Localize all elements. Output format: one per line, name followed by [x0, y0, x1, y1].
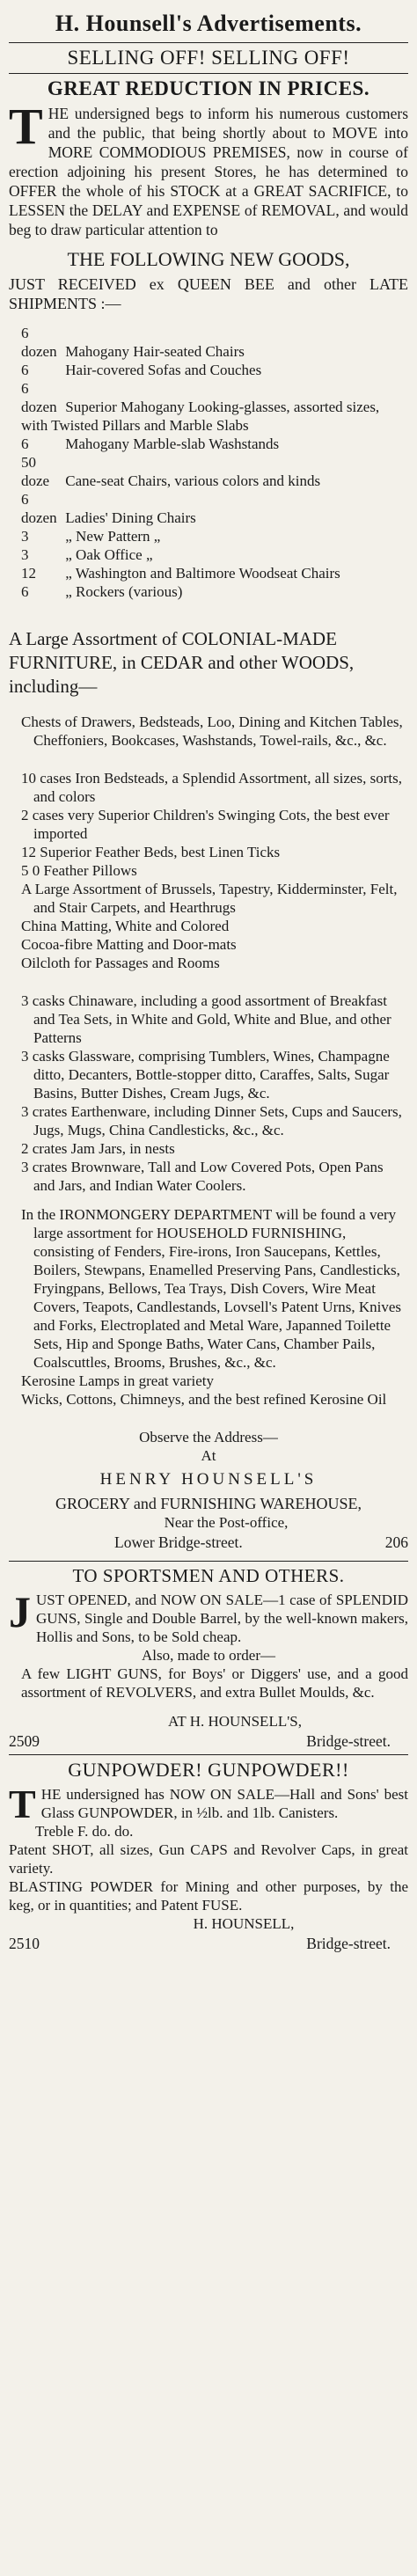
ad-intro: [9, 98, 408, 239]
drop-cap: J: [9, 1587, 31, 1636]
list-item: 3 „ Oak Office „: [21, 546, 153, 563]
goods-list: [9, 324, 408, 601]
also-line: Also, made to order—: [141, 1647, 276, 1664]
colonial-desc: Chests of Drawers, Bedsteads, Loo, Dining and Kitchen Tables, Cheffoniers, Bookcases, Washstands, Towel-rails, &c., &c.: [21, 714, 403, 749]
list-item: 3 casks Glassware, comprising Tumblers, Wines, Champagne ditto, Decanters, Bottle-stopper ditto, Caraffes, Salts, Sugar Basins, Butter Dishes, Cream Jugs, &c.: [21, 1048, 390, 1101]
list-item: Cocoa-fibre Matting and Door-mats: [21, 936, 237, 953]
ironmongery-paragraph: In the IRONMONGERY DEPARTMENT will be found a very large assortment for HOUSEHOLD FURNISHING, consisting of Fenders, Fire-irons, Iron Saucepans, Kettles, Boilers, Stewpans, Enamelled Preserving Pans, Candlesticks, Fryingpans, Bellows, Tea Trays, Dish Covers, Wire Meat Covers, Teapots, Candlestands, Lovsell's Patent Urns, Knives and Forks, Electroplated and Metal Ware, Japanned Toilette Sets, Hip and Sponge Baths, Water Cans, Chamber Pails, Coalscuttles, Brooms, Brushes, &c., &c.: [21, 1206, 402, 1371]
near-line: Near the Post-office,: [164, 1514, 289, 1531]
list-item: 6 Mahogany Marble-slab Washstands: [21, 435, 280, 452]
list-item: 12 „ Washington and Baltimore Woodseat Chairs: [21, 565, 340, 582]
list-item: 6 dozen Superior Mahogany Looking-glasses, assorted sizes, with Twisted Pillars and Marble Slabs: [21, 380, 380, 434]
at-line: At: [201, 1447, 216, 1464]
list-item: 3 „ New Pattern „: [21, 528, 161, 545]
kerosine-line: Kerosine Lamps in great variety: [21, 1372, 215, 1389]
received-line: JUST RECEIVED ex QUEEN BEE and other LATE SHIPMENTS :—: [9, 275, 408, 312]
street-line: Lower Bridge-street.: [114, 1533, 243, 1551]
ad-number: 2509: [9, 1732, 40, 1750]
list-item: Oilcloth for Passages and Rooms: [21, 955, 220, 971]
blasting-line: BLASTING POWDER for Mining and other purposes, by the keg, or in quantities; and Patent FUSE.: [9, 1878, 408, 1914]
list-item: A Large Assortment of Brussels, Tapestry, Kidderminster, Felt, and Stair Carpets, and Hearthrugs: [21, 881, 398, 916]
ad-number: 206: [384, 1533, 408, 1551]
divider: [9, 42, 408, 43]
list-item: 12 Superior Feather Beds, best Linen Ticks: [21, 844, 281, 860]
wicks-line: Wicks, Cottons, Chimneys, and the best refined Kerosine Oil: [21, 1391, 387, 1408]
list-item: 5 0 Feather Pillows: [21, 862, 137, 879]
divider: [9, 73, 408, 74]
list-item: China Matting, White and Colored: [21, 918, 230, 934]
street-line: Bridge-street.: [306, 1732, 391, 1750]
signature: H. HOUNSELL,: [193, 1915, 295, 1932]
proprietor-name: HENRY HOUNSELL'S: [99, 1470, 318, 1489]
treble-line: Treble F. do. do.: [35, 1823, 134, 1840]
divider: [9, 1754, 408, 1755]
list-item: 6 dozen Mahogany Hair-seated Chairs: [21, 325, 245, 360]
ad-body: THE undersigned has NOW ON SALE—Hall and Sons' best Glass GUNPOWDER, in ½lb. and 1lb. Canisters.: [9, 1782, 408, 1826]
address-row: [9, 1533, 408, 1552]
address-row: [9, 1935, 408, 1953]
list-item: 3 crates Brownware, Tall and Low Covered Pots, Open Pans and Jars, and Indian Water Coolers.: [21, 1159, 384, 1194]
list-item: 2 cases very Superior Children's Swinging Cots, the best ever imported: [21, 807, 390, 842]
ad-number: 2510: [9, 1935, 40, 1952]
at-line: AT H. HOUNSELL'S,: [168, 1713, 302, 1730]
drop-cap: T: [9, 1782, 36, 1826]
list-item: 2 crates Jam Jars, in nests: [21, 1140, 175, 1157]
colonial-heading: A Large Assortment of COLONIAL-MADE FURNITURE, in CEDAR and other WOODS, including—: [9, 628, 355, 697]
list-item: 3 crates Earthenware, including Dinner Sets, Cups and Saucers, Jugs, Mugs, China Candlesticks, &c., &c.: [21, 1103, 402, 1138]
page-header: H. Hounsell's Advertisements.: [55, 11, 362, 36]
warehouse-line: GROCERY and FURNISHING WAREHOUSE,: [55, 1495, 362, 1512]
list-item: 6 „ Rockers (various): [21, 583, 183, 600]
list-item: 6 Hair-covered Sofas and Couches: [21, 362, 262, 378]
ad-headline: TO SPORTSMEN AND OTHERS.: [72, 1565, 345, 1586]
shot-line: Patent SHOT, all sizes, Gun CAPS and Revolver Caps, in great variety.: [9, 1841, 408, 1877]
light-guns-line: A few LIGHT GUNS, for Boys' or Diggers' use, and a good assortment of REVOLVERS, and extra Bullet Moulds, &c.: [21, 1665, 408, 1701]
drop-cap: T: [9, 98, 43, 155]
list-item: 3 casks Chinaware, including a good assortment of Breakfast and Tea Sets, in White and Gold, White and Blue, and other Patterns: [21, 992, 391, 1046]
ad-intro-text: HE undersigned begs to inform his numerous customers and the public, that being shortly about to MOVE into MORE COMMODIOUS PREMISES, now in course of erection adjoining his present Stores, he has determined to OFFER the whole of his STOCK at a GREAT SACRIFICE, to LESSEN the DELAY and EXPENSE of REMOVAL, and would beg to draw particular attention to: [9, 105, 408, 238]
street-line: Bridge-street.: [306, 1935, 391, 1952]
crockery-list: [9, 992, 408, 1195]
ad-gunpowder: [9, 1759, 408, 1953]
divider: [9, 1561, 408, 1562]
ad-headline: GREAT REDUCTION IN PRICES.: [47, 77, 370, 99]
ad-headline: GUNPOWDER! GUNPOWDER!!: [68, 1759, 349, 1781]
bedding-list: [9, 769, 408, 972]
list-item: 10 cases Iron Bedsteads, a Splendid Assortment, all sizes, sorts, and colors: [21, 770, 402, 805]
observe-line: Observe the Address—: [139, 1429, 278, 1445]
ad-sportsmen: [9, 1565, 408, 1751]
new-goods-heading: THE FOLLOWING NEW GOODS,: [67, 248, 350, 270]
address-row: [9, 1732, 408, 1751]
ad-banner: SELLING OFF! SELLING OFF!: [67, 47, 350, 69]
list-item: 50 doze Cane-seat Chairs, various colors and kinds: [21, 454, 321, 489]
ad-body: JUST OPENED, and NOW ON SALE—1 case of SPLENDID GUNS, Single and Double Barrel, by the well-known makers, Hollis and Sons, to be Sold cheap.: [9, 1587, 408, 1645]
ad-selling-off: [9, 47, 408, 1552]
list-item: 6 dozen Ladies' Dining Chairs: [21, 491, 196, 526]
